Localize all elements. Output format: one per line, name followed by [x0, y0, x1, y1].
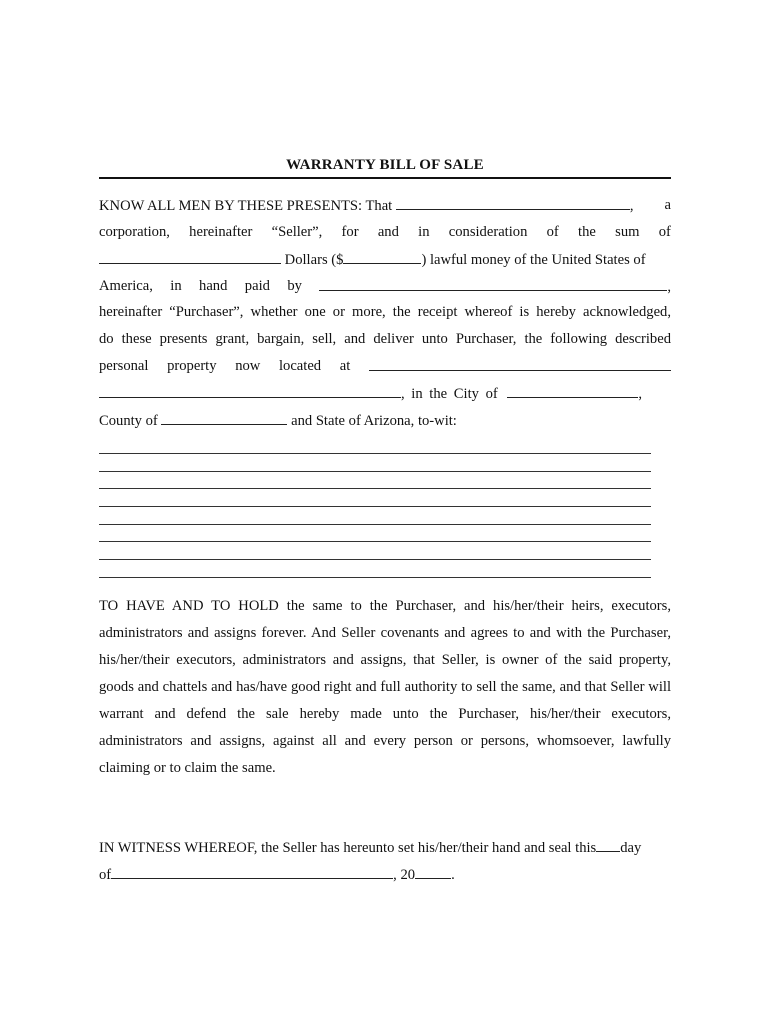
word: in: [418, 224, 430, 240]
property-location-field[interactable]: [369, 358, 671, 371]
word: by: [287, 278, 302, 294]
word: of: [546, 224, 559, 240]
year-field[interactable]: [415, 866, 451, 879]
comma: ,: [638, 386, 643, 402]
word: for: [341, 224, 359, 240]
comma: ,: [667, 279, 671, 295]
description-line[interactable]: [99, 559, 651, 560]
line-america: [99, 278, 671, 295]
word: paid: [244, 278, 270, 294]
description-line[interactable]: [99, 453, 651, 454]
word: property: [167, 358, 217, 374]
county-label: County of: [99, 413, 158, 429]
month-field[interactable]: [111, 866, 393, 879]
amount-number-field[interactable]: [343, 251, 421, 264]
line-grant-bargain: do these presents grant, bargain, sell, and deliver unto Purchaser, the following described: [99, 331, 671, 347]
county-field[interactable]: [161, 412, 287, 425]
purchaser-name-field[interactable]: [319, 278, 667, 291]
word: hereinafter: [189, 224, 253, 240]
witness-date-line: [99, 866, 671, 883]
word: America,: [99, 278, 153, 294]
to-have-and-to-hold-paragraph: TO HAVE AND TO HOLD the same to the Purchaser, and his/her/their heirs, executors, administrators and assigns forever. And Seller covenants and agrees to and with the Purchaser, his/her/their executors, administrators and assigns, that Seller, is owner of the said property, goods and chattels and has/have good right and full authority to sell the same, and that Seller will warrant and defend the sale hereby made unto the Purchaser, his/her/their executors, administrators and assigns, against all and every person or persons, whomsoever, lawfully claiming or to claim the same.: [99, 598, 671, 776]
word: sum: [615, 224, 640, 240]
description-line[interactable]: [99, 524, 651, 525]
city-field[interactable]: [507, 385, 638, 398]
description-line[interactable]: [99, 471, 651, 472]
word: the: [578, 224, 596, 240]
state-text: and State of Arizona, to-wit:: [291, 413, 457, 429]
witness-text: IN WITNESS WHEREOF, the Seller has hereunto set his/her/their hand and seal this: [99, 840, 597, 856]
word: “Seller”,: [271, 224, 323, 240]
day-label: day: [620, 840, 642, 856]
description-line[interactable]: [99, 506, 651, 507]
article-a: a: [664, 197, 671, 213]
title-rule: [99, 177, 671, 179]
word: located: [278, 358, 322, 374]
lawful-money-text: ) lawful money of the United States of: [421, 252, 646, 268]
word: in: [170, 278, 182, 294]
comma: ,: [629, 198, 634, 214]
day-field[interactable]: [596, 839, 620, 852]
dollars-label: Dollars ($: [284, 252, 344, 268]
line-hereinafter-purchaser: hereinafter “Purchaser”, whether one or more, the receipt whereof is hereby acknowledged,: [99, 304, 671, 320]
line-dollars: [99, 251, 671, 268]
line-property-located: [99, 358, 671, 374]
line-city: [99, 385, 671, 402]
word: now: [235, 358, 261, 374]
word: and: [377, 224, 399, 240]
description-line[interactable]: [99, 541, 651, 542]
know-all-men-text: KNOW ALL MEN BY THESE PRESENTS: That: [99, 198, 393, 214]
line-know-all-men: [99, 197, 671, 214]
word: at: [339, 358, 351, 374]
of-label: of: [99, 867, 112, 883]
city-label: , in the City of: [401, 386, 498, 402]
word: consideration: [448, 224, 528, 240]
description-line[interactable]: [99, 577, 651, 578]
witness-line: [99, 839, 671, 856]
word: hand: [199, 278, 228, 294]
address-continued-field[interactable]: [99, 385, 401, 398]
line-corporation: [99, 224, 671, 240]
year-prefix: , 20: [393, 867, 416, 883]
line-county: [99, 412, 671, 429]
description-line[interactable]: [99, 488, 651, 489]
word: of: [658, 224, 671, 240]
word: personal: [99, 358, 149, 374]
seller-name-field[interactable]: [396, 197, 630, 210]
amount-words-field[interactable]: [99, 251, 281, 264]
document-title: WARRANTY BILL OF SALE: [286, 157, 484, 173]
period: .: [451, 867, 455, 883]
word: corporation,: [99, 224, 170, 240]
